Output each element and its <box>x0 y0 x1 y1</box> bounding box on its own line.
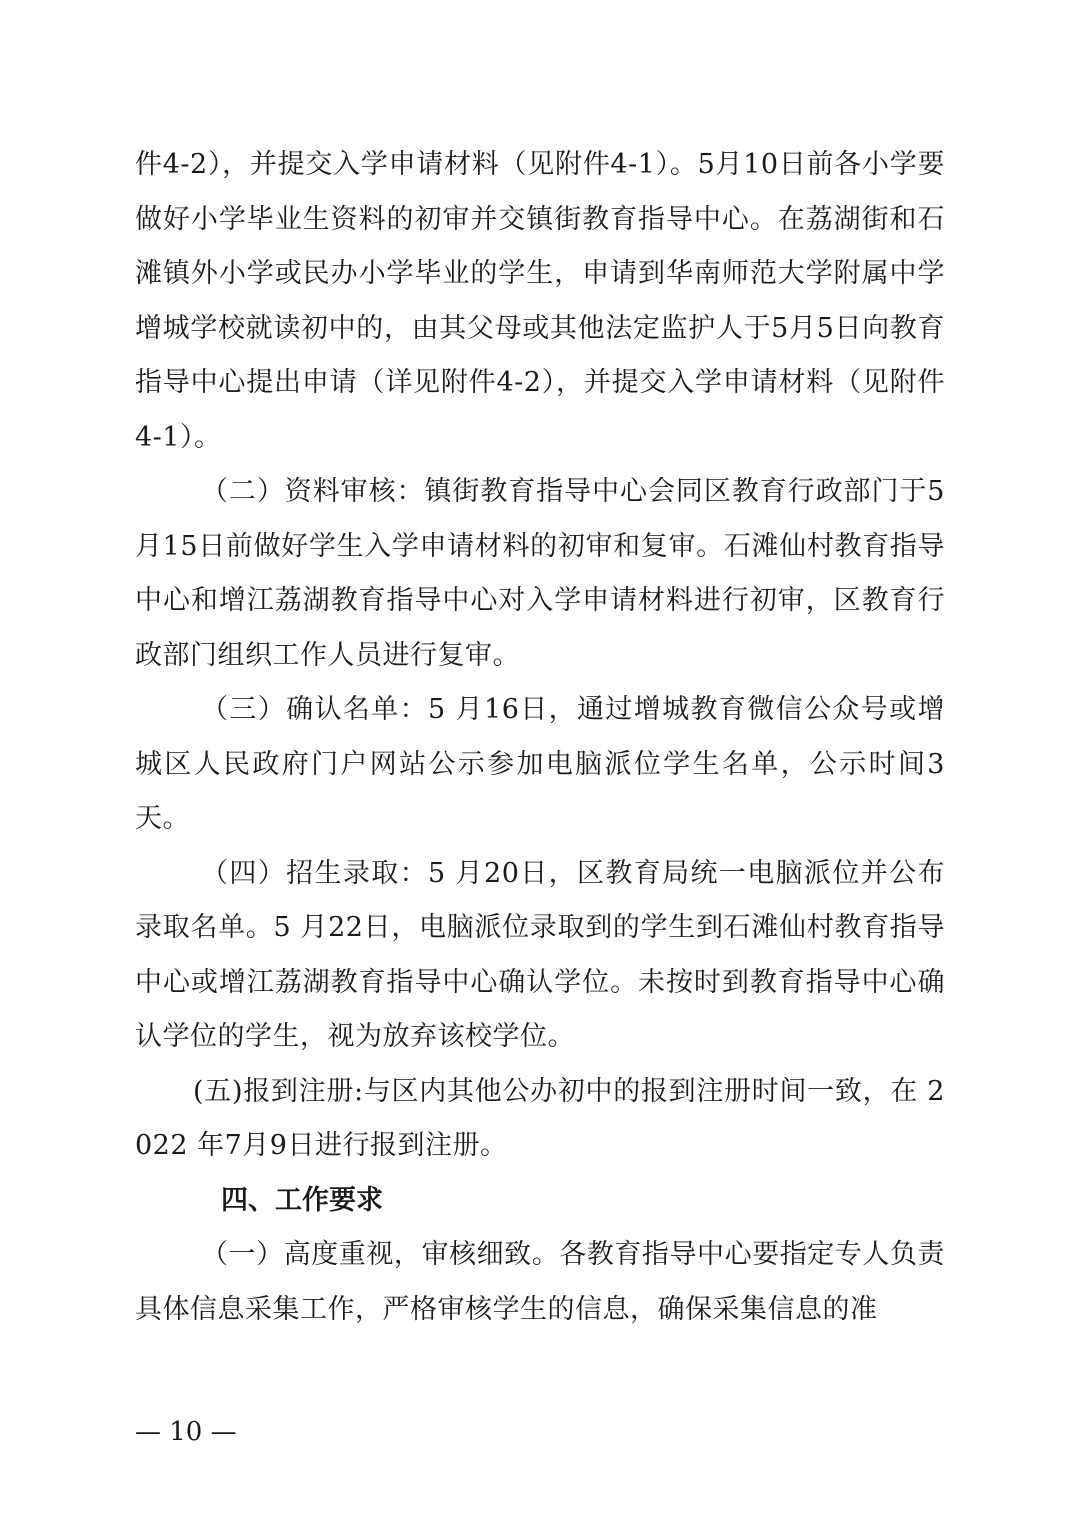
document-body <box>135 138 945 1337</box>
paragraph-confirm-list: （三）确认名单：5 月16日，通过增城教育微信公众号或增城区人民政府门户网站公示参加电脑派位学生名单，公示时间3 天。 <box>135 694 945 834</box>
section-heading-work-requirements: 四、工作要求 <box>221 1184 383 1216</box>
page-number: — 10 — <box>135 1417 237 1447</box>
paragraph-admission: （四）招生录取：5 月20日，区教育局统一电脑派位并公布录取名单。5 月22日，电脑派位录取到的学生到石滩仙村教育指导中心或增江荔湖教育指导中心确认学位。未按时到教育指导中心确认学位的学生，视为放弃该校学位。 <box>135 857 945 1052</box>
paragraph-attention-review: （一）高度重视，审核细致。各教育指导中心要指定专人负责具体信息采集工作，严格审核学生的信息，确保采集信息的准 <box>135 1239 945 1325</box>
paragraph-continuation: 件4-2），并提交入学申请材料（见附件4-1）。5月10日前各小学要做好小学毕业生资料的初审并交镇街教育指导中心。在荔湖街和石滩镇外小学或民办小学毕业的学生，申请到华南师范大学附属中学增城学校就读初中的，由其父母或其他法定监护人于5月5日向教育指导中心提出申请（详见附件4-2），并提交入学申请材料（见附件4-1）。 <box>135 149 945 453</box>
paragraph-data-review: （二）资料审核：镇街教育指导中心会同区教育行政部门于5月15日前做好学生入学申请材料的初审和复审。石滩仙村教育指导中心和增江荔湖教育指导中心对入学申请材料进行初审，区教育行政部门组织工作人员进行复审。 <box>135 476 945 671</box>
paragraph-registration: (五)报到注册:与区内其他公办初中的报到注册时间一致，在 2022 年7月9日进行报到注册。 <box>135 1075 945 1161</box>
